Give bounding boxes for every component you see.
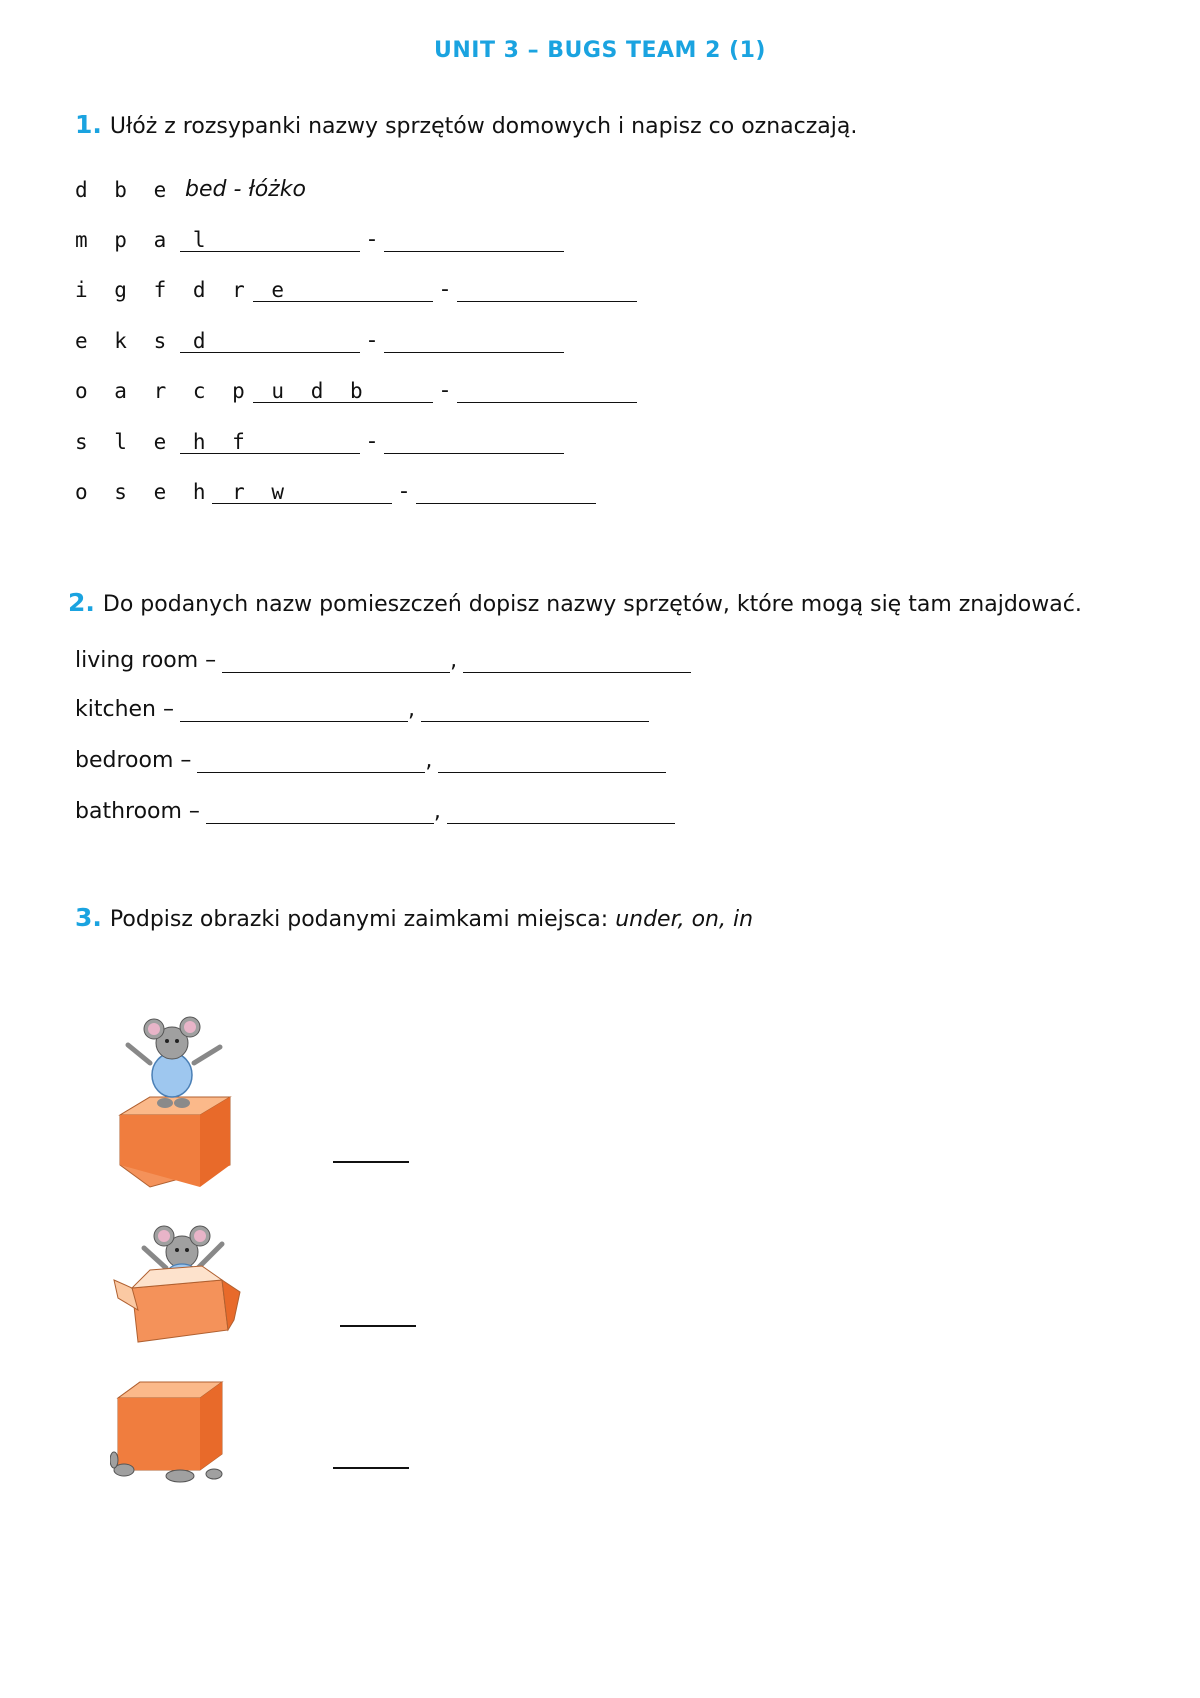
task3-number: 3. <box>75 903 102 932</box>
separator: - <box>368 328 376 353</box>
meaning-answer-blank[interactable] <box>384 229 564 252</box>
task1-instruction: Ułóż z rozsypanki nazwy sprzętów domowych i napisz co oznaczają. <box>109 114 858 139</box>
task1-example-row <box>75 172 306 202</box>
task1-row <box>75 272 637 302</box>
room-label: bedroom – <box>75 748 192 773</box>
meaning-answer-blank[interactable] <box>416 481 596 504</box>
answer-blank-1[interactable] <box>333 1160 409 1163</box>
task1-heading <box>75 110 857 139</box>
room-label: bathroom – <box>75 799 200 824</box>
meaning-answer-blank[interactable] <box>457 279 637 302</box>
separator: - <box>368 227 376 252</box>
room-label: kitchen – <box>75 697 174 722</box>
furniture-blank[interactable] <box>421 699 649 722</box>
furniture-blank[interactable] <box>180 699 408 722</box>
furniture-blank[interactable] <box>447 801 675 824</box>
scrambled-word: i g f d r e <box>75 278 292 302</box>
word-answer-blank[interactable] <box>180 431 360 454</box>
meaning-answer-blank[interactable] <box>384 431 564 454</box>
task2-heading <box>68 588 1082 617</box>
comma: , <box>450 648 458 673</box>
word-answer-blank[interactable] <box>253 380 433 403</box>
furniture-blank[interactable] <box>438 750 666 773</box>
word-answer-blank[interactable] <box>212 481 392 504</box>
example-answer: bed - łóżko <box>185 177 306 202</box>
mouse-under-box-icon <box>110 1370 250 1490</box>
separator: - <box>441 277 449 302</box>
meaning-answer-blank[interactable] <box>384 330 564 353</box>
task3-heading <box>75 903 753 932</box>
scrambled-word: o s e h r w <box>75 480 292 504</box>
comma: , <box>425 748 433 773</box>
task3-instruction: Podpisz obrazki podanymi zaimkami miejsca: <box>109 907 609 932</box>
room-label: living room – <box>75 648 217 673</box>
page-title: UNIT 3 – BUGS TEAM 2 (1) <box>434 38 766 63</box>
task2-row <box>75 794 675 824</box>
scrambled-word: o a r c p u d b <box>75 379 370 403</box>
furniture-blank[interactable] <box>463 650 691 673</box>
word-answer-blank[interactable] <box>253 279 433 302</box>
mouse-in-box-icon <box>110 1210 250 1350</box>
mouse-on-box-icon <box>110 1015 250 1195</box>
scrambled-word: e k s d <box>75 329 213 353</box>
task1-number: 1. <box>75 110 102 139</box>
task1-row <box>75 373 637 403</box>
task1-row <box>75 474 596 504</box>
task2-row <box>75 743 666 773</box>
answer-blank-3[interactable] <box>333 1466 409 1469</box>
meaning-answer-blank[interactable] <box>457 380 637 403</box>
separator: - <box>368 429 376 454</box>
task1-row <box>75 222 564 252</box>
task3-words: under, on, in <box>615 907 754 932</box>
task2-number: 2. <box>68 588 95 617</box>
scrambled-word: m p a l <box>75 228 213 252</box>
task2-row <box>75 643 691 673</box>
furniture-blank[interactable] <box>197 750 425 773</box>
answer-blank-2[interactable] <box>340 1324 416 1327</box>
scrambled-word: d b e <box>75 178 174 202</box>
comma: , <box>433 799 441 824</box>
task1-row <box>75 424 564 454</box>
separator: - <box>400 479 408 504</box>
task1-row <box>75 323 564 353</box>
furniture-blank[interactable] <box>222 650 450 673</box>
comma: , <box>408 697 415 722</box>
word-answer-blank[interactable] <box>180 330 360 353</box>
furniture-blank[interactable] <box>206 801 434 824</box>
word-answer-blank[interactable] <box>180 229 360 252</box>
task2-row <box>75 692 649 722</box>
separator: - <box>441 378 449 403</box>
scrambled-word: s l e h f <box>75 430 252 454</box>
task2-instruction: Do podanych nazw pomieszczeń dopisz nazwy sprzętów, które mogą się tam znajdować. <box>102 592 1082 617</box>
